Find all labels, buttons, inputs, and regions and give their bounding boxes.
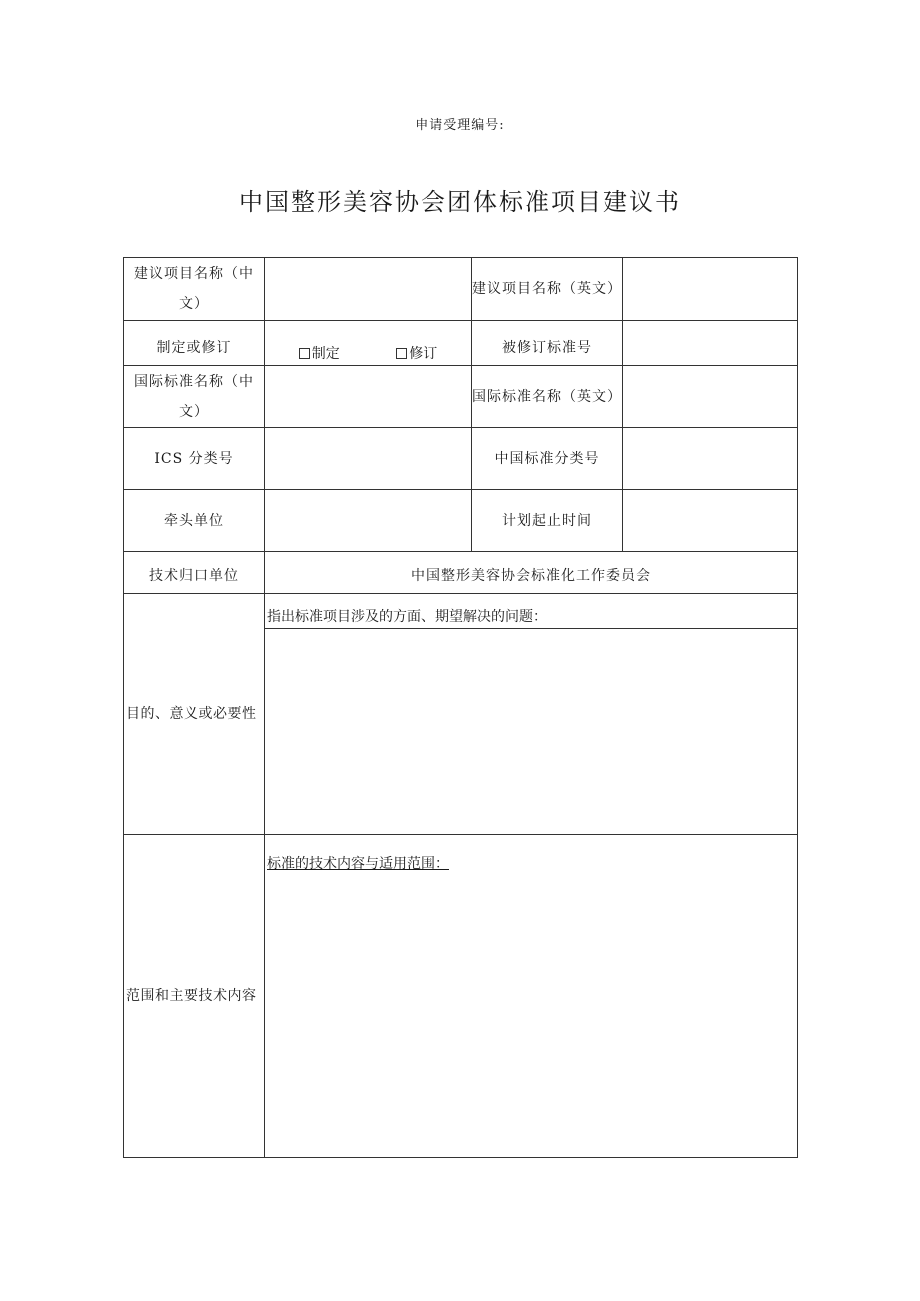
- lead-unit-label: 牵头单位: [124, 490, 265, 552]
- purpose-label: 目的、意义或必要性: [124, 594, 265, 835]
- row-make-or-revise: [124, 321, 798, 366]
- revised-std-no-label: 被修订标准号: [472, 321, 623, 366]
- option-make[interactable]: [299, 343, 340, 363]
- option-revise-label: 修订: [409, 346, 438, 362]
- row-classification: [124, 428, 798, 490]
- project-name-cn-field[interactable]: [265, 258, 472, 321]
- application-number-label: 申请受理编号:: [415, 118, 505, 133]
- lead-unit-field[interactable]: [265, 490, 472, 552]
- revise-checkbox[interactable]: [396, 348, 407, 359]
- document-title: 中国整形美容协会团体标准项目建议书: [239, 188, 681, 216]
- project-name-en-field[interactable]: [623, 258, 798, 321]
- ics-field[interactable]: [265, 428, 472, 490]
- revised-std-no-field[interactable]: [623, 321, 798, 366]
- cn-std-class-label: 中国标准分类号: [472, 428, 623, 490]
- tech-unit-value: 中国整形美容协会标准化工作委员会: [265, 552, 798, 594]
- intl-std-name-cn-label: 国际标准名称（中文）: [124, 366, 265, 428]
- row-lead-unit: [124, 490, 798, 552]
- intl-std-name-cn-field[interactable]: [265, 366, 472, 428]
- purpose-field[interactable]: [265, 629, 798, 835]
- intl-std-name-en-field[interactable]: [623, 366, 798, 428]
- ics-label: ICS 分类号: [124, 428, 265, 490]
- proposal-form-table: [123, 257, 798, 1158]
- cn-std-class-field[interactable]: [623, 428, 798, 490]
- make-or-revise-label: 制定或修订: [124, 321, 265, 366]
- row-purpose-hint: [124, 594, 798, 629]
- plan-period-field[interactable]: [623, 490, 798, 552]
- row-scope: [124, 835, 798, 1158]
- row-project-name: [124, 258, 798, 321]
- project-name-cn-label: 建议项目名称（中文）: [124, 258, 265, 321]
- project-name-en-label: 建议项目名称（英文）: [472, 258, 623, 321]
- make-checkbox[interactable]: [299, 348, 310, 359]
- option-revise[interactable]: [396, 343, 437, 363]
- tech-unit-label: 技术归口单位: [124, 552, 265, 594]
- make-or-revise-options: [265, 321, 472, 366]
- row-intl-std-name: [124, 366, 798, 428]
- scope-hint: 标准的技术内容与适用范围：: [267, 856, 449, 872]
- option-make-label: 制定: [311, 346, 340, 362]
- purpose-hint: 指出标准项目涉及的方面、期望解决的问题：: [265, 594, 798, 629]
- plan-period-label: 计划起止时间: [472, 490, 623, 552]
- scope-label: 范围和主要技术内容: [124, 835, 265, 1158]
- scope-field[interactable]: [265, 835, 798, 1158]
- intl-std-name-en-label: 国际标准名称（英文）: [472, 366, 623, 428]
- row-tech-unit: [124, 552, 798, 594]
